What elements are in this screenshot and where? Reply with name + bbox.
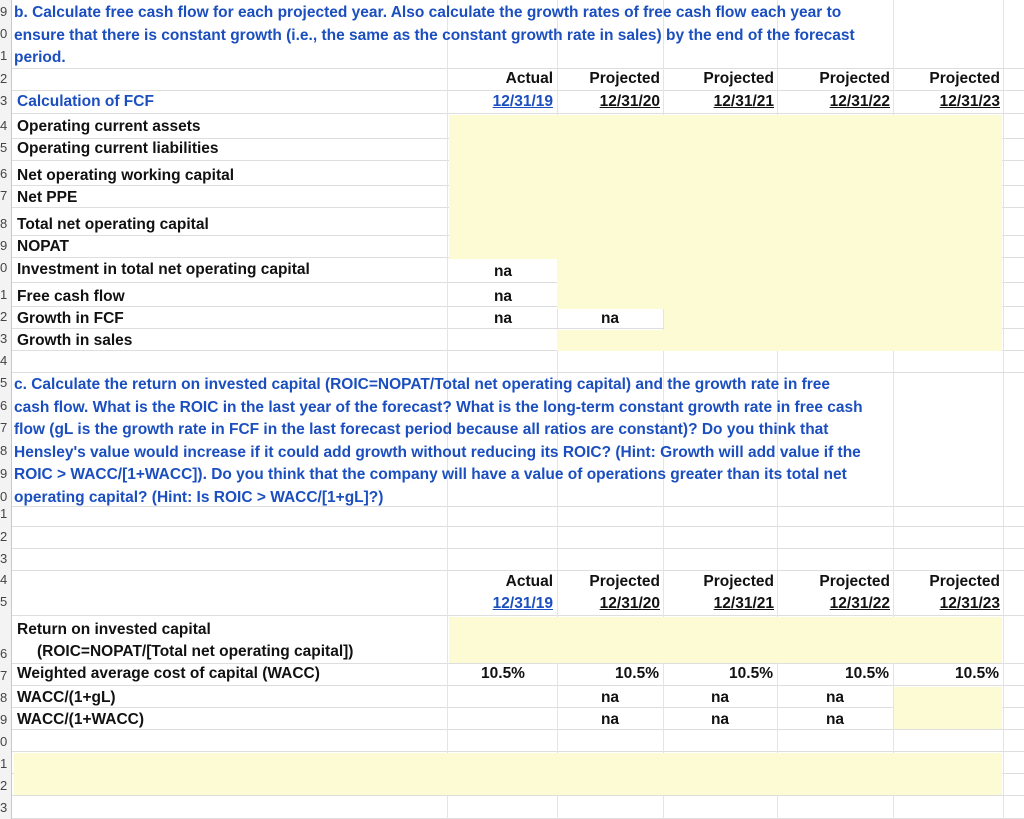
row-number[interactable]: 9 [0, 712, 8, 727]
na-cell: na [600, 310, 620, 327]
date-header: 12/31/22 [829, 93, 890, 110]
header-projected: Projected [929, 573, 1000, 590]
header-projected: Projected [819, 573, 890, 590]
row-number[interactable]: 7 [0, 420, 8, 435]
row-number[interactable]: 2 [0, 529, 8, 544]
row-number[interactable]: 4 [0, 353, 8, 368]
date-header: 12/31/22 [829, 595, 890, 612]
text-line: operating capital? (Hint: Is ROIC > WACC/[1+gL]?) [14, 488, 384, 506]
header-projected: Projected [589, 70, 660, 87]
header-projected: Projected [703, 70, 774, 87]
text-line: Hensley's value would increase if it could add growth without reducing its ROIC? (Hint: Growth will add value if the [14, 443, 861, 461]
row-number[interactable]: 5 [0, 375, 8, 390]
row-number[interactable]: 0 [0, 26, 8, 41]
input-area-sales-growth[interactable] [557, 330, 1002, 351]
input-area-fcf-investment[interactable] [557, 259, 1002, 309]
row-number[interactable]: 6 [0, 398, 8, 413]
wacc-wacc-label: WACC/(1+WACC) [17, 711, 145, 728]
row-number[interactable]: 3 [0, 331, 8, 346]
row-number[interactable]: 0 [0, 260, 8, 275]
row-number[interactable]: 1 [0, 48, 8, 63]
row-number[interactable]: 3 [0, 551, 8, 566]
date-header: 12/31/20 [599, 93, 660, 110]
na-cell: na [710, 711, 730, 728]
row-number[interactable]: 4 [0, 572, 8, 587]
row-number[interactable]: 8 [0, 216, 8, 231]
text-line: c. Calculate the return on invested capital (ROIC=NOPAT/Total net operating capital) and the growth rate in free [14, 376, 831, 393]
input-area-answer[interactable] [14, 753, 1002, 795]
text-line: flow (gL is the growth rate in FCF in the last forecast period because all ratios are constant)? Do you think that [14, 421, 829, 439]
header-projected: Projected [589, 573, 660, 590]
text-line: ROIC > WACC/[1+WACC]). Do you think that the company will have a value of operations greater than its total net [14, 466, 847, 484]
row-number[interactable]: 2 [0, 778, 8, 793]
row-label: Free cash flow [17, 288, 125, 305]
row-number[interactable]: 3 [0, 93, 8, 108]
text-line: period. [14, 49, 66, 67]
row-number[interactable]: 9 [0, 238, 8, 253]
row-number[interactable]: 1 [0, 756, 8, 771]
header-actual: Actual [505, 573, 553, 590]
wacc-value: 10.5% [955, 665, 999, 682]
row-label: Investment in total net operating capital [17, 261, 310, 278]
na-cell: na [600, 689, 620, 706]
row-label: NOPAT [17, 238, 69, 255]
row-number[interactable]: 1 [0, 506, 8, 521]
roic-formula-label: (ROIC=NOPAT/[Total net operating capital]) [37, 643, 354, 660]
row-label: Growth in FCF [17, 310, 124, 327]
row-number[interactable]: 2 [0, 309, 8, 324]
row-number[interactable]: 8 [0, 690, 8, 705]
part-c-instructions [14, 374, 1014, 510]
row-number[interactable]: 3 [0, 800, 8, 815]
input-area-roic[interactable] [449, 617, 1002, 663]
row-number[interactable]: 5 [0, 140, 8, 155]
wacc-label: Weighted average cost of capital (WACC) [17, 665, 320, 682]
date-header: 12/31/21 [713, 595, 774, 612]
wacc-value: 10.5% [729, 665, 773, 682]
fcf-table-title: Calculation of FCF [17, 93, 154, 110]
row-number[interactable]: 7 [0, 188, 8, 203]
wacc-value: 10.5% [615, 665, 659, 682]
header-actual: Actual [505, 70, 553, 87]
date-header: 12/31/20 [599, 595, 660, 612]
na-cell: na [493, 288, 513, 305]
row-number[interactable]: 0 [0, 489, 8, 504]
na-cell: na [710, 689, 730, 706]
row-number[interactable]: 2 [0, 71, 8, 86]
row-number[interactable]: 1 [0, 287, 8, 302]
date-header: 12/31/23 [939, 595, 1000, 612]
wacc-value: 10.5% [481, 665, 525, 682]
row-label: Operating current liabilities [17, 140, 219, 157]
row-label: Net operating working capital [17, 167, 235, 184]
part-b-instructions [14, 2, 1014, 70]
row-number[interactable]: 5 [0, 594, 8, 609]
header-projected: Projected [929, 70, 1000, 87]
roic-label: Return on invested capital [17, 621, 211, 638]
row-number[interactable]: 4 [0, 118, 8, 133]
wacc-value: 10.5% [845, 665, 889, 682]
date-header: 12/31/23 [939, 93, 1000, 110]
na-cell: na [600, 711, 620, 728]
text-line: ensure that there is constant growth (i.e., the same as the constant growth rate in sales) by the end of the forecast [14, 26, 855, 44]
row-number[interactable]: 7 [0, 668, 8, 683]
wacc-gl-label: WACC/(1+gL) [17, 689, 116, 706]
input-area-fcf-growth[interactable] [664, 309, 1002, 330]
text-line: b. Calculate free cash flow for each projected year. Also calculate the growth rates of free cash flow each year to [14, 4, 842, 21]
row-label: Growth in sales [17, 332, 133, 349]
row-number[interactable]: 9 [0, 466, 8, 481]
na-cell: na [825, 711, 845, 728]
date-link-2019[interactable]: 12/31/19 [492, 595, 553, 612]
date-header: 12/31/21 [713, 93, 774, 110]
row-label: Net PPE [17, 189, 78, 206]
na-cell: na [825, 689, 845, 706]
row-label: Operating current assets [17, 118, 201, 135]
header-projected: Projected [819, 70, 890, 87]
row-label: Total net operating capital [17, 216, 209, 233]
row-number[interactable]: 6 [0, 166, 8, 181]
row-number[interactable]: 6 [0, 646, 8, 661]
na-cell: na [493, 263, 513, 280]
row-number[interactable]: 0 [0, 734, 8, 749]
input-area-wacc-ratio[interactable] [894, 687, 1002, 729]
na-cell: na [493, 310, 513, 327]
input-area-fcf-upper[interactable] [449, 115, 1002, 259]
header-projected: Projected [703, 573, 774, 590]
row-number[interactable]: 9 [0, 4, 8, 19]
text-line: cash flow. What is the ROIC in the last year of the forecast? What is the long-term constant growth rate in free cash [14, 398, 863, 416]
date-link-2019[interactable]: 12/31/19 [492, 93, 553, 110]
row-number[interactable]: 8 [0, 443, 8, 458]
